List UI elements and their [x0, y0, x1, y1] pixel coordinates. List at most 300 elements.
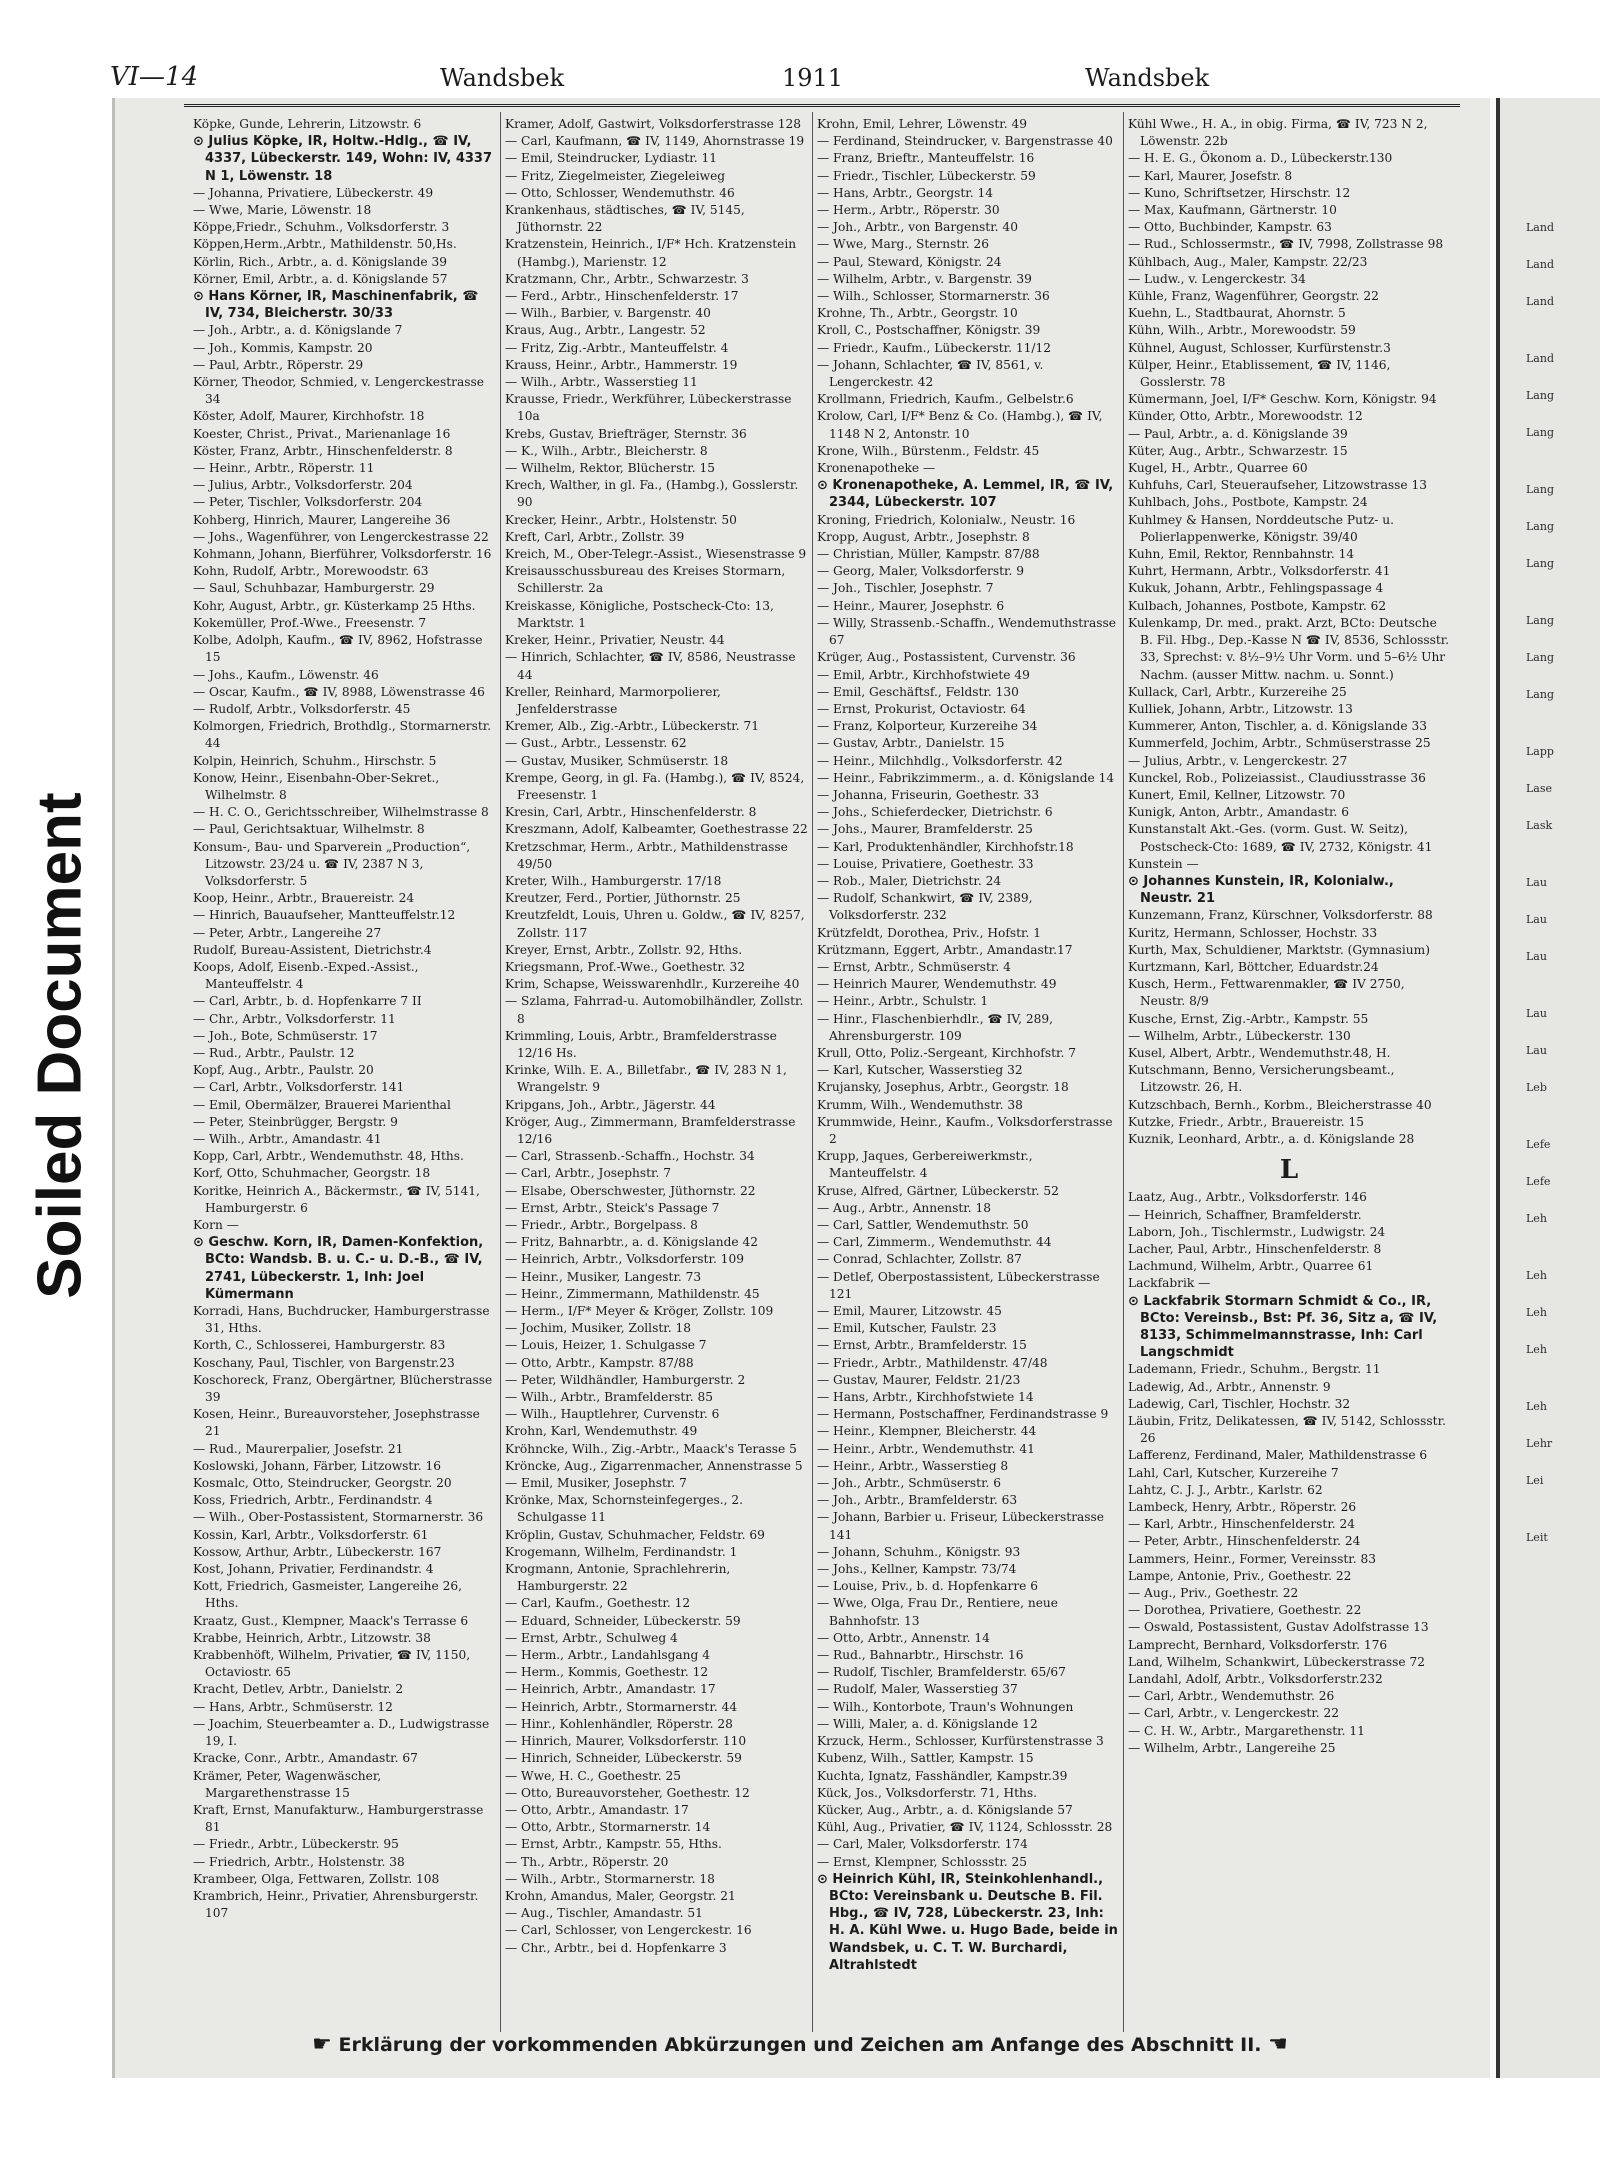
directory-entry: — Wilhelm, Arbtr., v. Bargenstr. 39 [817, 271, 1032, 286]
directory-entry: Köppen,Herm.,Arbtr., Mathildenstr. 50,Hs. [193, 237, 457, 252]
directory-entry: — Rudolf, Tischler, Bramfelderstr. 65/67 [817, 1665, 1066, 1680]
directory-entry: Kreter, Wilh., Hamburgerstr. 17/18 [505, 873, 722, 888]
directory-entry: — Rud., Maurerpalier, Josefstr. 21 [193, 1441, 404, 1456]
directory-entry: — Carl, Maler, Volksdorferstr. 174 [817, 1837, 1028, 1852]
directory-entry: Kolpin, Heinrich, Schuhm., Hirschstr. 5 [193, 753, 437, 768]
pointing-hand-icon: ☛ [312, 2032, 332, 2057]
directory-entry: Kugel, H., Arbtr., Quarree 60 [1128, 461, 1308, 476]
directory-entry: — Johs., Wagenführer, von Lengerckestrasse 22 [193, 529, 489, 544]
directory-entry: Krim, Schapse, Weisswarenhdlr., Kurzereihe 40 [505, 977, 800, 992]
adjacent-page-fragment: Land [1526, 295, 1554, 308]
header-rule [184, 104, 1460, 107]
directory-entry: Ladewig, Carl, Tischler, Hochstr. 32 [1128, 1396, 1351, 1411]
directory-entry: Koester, Christ., Privat., Marienanlage 16 [193, 426, 451, 441]
directory-entry: — Wwe, Marie, Löwenstr. 18 [193, 203, 372, 218]
directory-entry: — Wilh., Kontorbote, Traun's Wohnungen [817, 1699, 1074, 1714]
directory-entry: Kossin, Karl, Arbtr., Volksdorferstr. 61 [193, 1527, 429, 1542]
directory-entry: Kuhn, Emil, Rektor, Rennbahnstr. 14 [1128, 547, 1355, 562]
directory-entry: — Johann, Schuhm., Königstr. 93 [817, 1544, 1021, 1559]
directory-entry: — Szlama, Fahrrad-u. Automobilhändler, Zollstr. 8 [505, 994, 804, 1026]
directory-entry: — Johanna, Privatiere, Lübeckerstr. 49 [193, 185, 434, 200]
directory-entry: — Willy, Strassenb.-Schaffn., Wendemuthstrasse 67 [817, 615, 1116, 648]
directory-entry: ⊙ Julius Köpke, IR, Holtw.-Hdlg., ☎ IV, 4337, Lübeckerstr. 149, Wohn: IV, 4337 N 1, Löwenstr. 18 [193, 134, 493, 184]
directory-entry: — Heinr., Arbtr., Wendemuthstr. 41 [817, 1441, 1035, 1456]
footer-text: Erklärung der vorkommenden Abkürzungen und Zeichen am Anfange des Abschnitt II. [338, 2034, 1262, 2056]
directory-entry: Landahl, Adolf, Arbtr., Volksdorferstr.232 [1128, 1672, 1383, 1687]
directory-entry: — Ernst, Arbtr., Schmüserstr. 4 [817, 959, 1011, 974]
directory-entry: — Ernst, Arbtr., Kampstr. 55, Hths. [505, 1837, 722, 1852]
directory-entry: — Hans, Arbtr., Georgstr. 14 [817, 185, 994, 200]
directory-entry: Kreszmann, Adolf, Kalbeamter, Goethestrasse 22 [505, 822, 808, 837]
directory-entry: Lahtz, C. J. J., Arbtr., Karlstr. 62 [1128, 1482, 1323, 1497]
directory-entry: — Heinrich, Arbtr., Volksdorferstr. 109 [505, 1252, 744, 1267]
directory-entry: Kott, Friedrich, Gasmeister, Langereihe 26, Hths. [193, 1579, 462, 1611]
directory-entry: — Chr., Arbtr., bei d. Hopfenkarre 3 [505, 1940, 727, 1955]
directory-entry: Konow, Heinr., Eisenbahn-Ober-Sekret., Wilhelmstr. 8 [193, 770, 440, 802]
directory-entry: — Rudolf, Maler, Wasserstieg 37 [817, 1682, 1018, 1697]
directory-entry: — Julius, Arbtr., v. Lengerckestr. 27 [1128, 753, 1348, 768]
directory-entry: — Ernst, Klempner, Schlossstr. 25 [817, 1854, 1028, 1869]
directory-entry: — Chr., Arbtr., Volksdorferstr. 11 [193, 1011, 396, 1026]
directory-entry: Konsum-, Bau- und Sparverein „Production“, Litzowstr. 23/24 u. ☎ IV, 2387 N 3, Volksdorferstr. 5 [193, 839, 471, 888]
directory-entry: Koop, Heinr., Arbtr., Brauereistr. 24 [193, 891, 415, 906]
directory-entry: — Oswald, Postassistent, Gustav Adolfstrasse 13 [1128, 1620, 1429, 1635]
directory-entry: — Ferdinand, Steindrucker, v. Bargenstrasse 40 [817, 134, 1113, 149]
directory-entry: — Conrad, Schlachter, Zollstr. 87 [817, 1252, 1022, 1267]
directory-entry: Kulbach, Johannes, Postbote, Kampstr. 62 [1128, 598, 1387, 613]
directory-entry: — Georg, Maler, Volksdorferstr. 9 [817, 564, 1025, 579]
directory-entry: Krämer, Peter, Wagenwäscher, Margarethenstrasse 15 [193, 1768, 382, 1800]
directory-entry: Külper, Heinr., Etablissement, ☎ IV, 1146, Gosslerstr. 78 [1128, 357, 1391, 390]
directory-entry: Kutzschbach, Bernh., Korbm., Bleicherstrasse 40 [1128, 1097, 1432, 1112]
adjacent-page-fragment: Lang [1526, 688, 1554, 701]
directory-entry: — Joh., Arbtr., von Bargenstr. 40 [817, 220, 1018, 235]
directory-entry: — Heinr., Zimmermann, Mathildenstr. 45 [505, 1286, 760, 1301]
directory-entry: — Heinrich, Arbtr., Amandastr. 17 [505, 1682, 716, 1697]
directory-entry: — Peter, Tischler, Volksdorferstr. 204 [193, 495, 423, 510]
directory-entry: — Wwe, H. C., Goethestr. 25 [505, 1768, 682, 1783]
directory-entry: — Ernst, Arbtr., Schulweg 4 [505, 1630, 678, 1645]
directory-entry: — Johs., Schieferdecker, Dietrichstr. 6 [817, 805, 1053, 820]
directory-entry: Ladewig, Ad., Arbtr., Annenstr. 9 [1128, 1379, 1331, 1394]
directory-entry: Lacher, Paul, Arbtr., Hinschenfelderstr. 8 [1128, 1242, 1382, 1256]
directory-entry: — Heinr., Arbtr., Röperstr. 11 [193, 461, 375, 476]
directory-entry: — Friedr., Arbtr., Mathildenstr. 47/48 [817, 1355, 1048, 1370]
directory-entry: — Heinr., Maurer, Josephstr. 6 [817, 598, 1005, 613]
directory-entry: Kunzemann, Franz, Kürschner, Volksdorferstr. 88 [1128, 908, 1433, 923]
directory-entry: — Aug., Arbtr., Annenstr. 18 [817, 1200, 992, 1215]
directory-entry: — Johs., Maurer, Bramfelderstr. 25 [817, 822, 1033, 837]
adjacent-page-fragment: Leb [1526, 1081, 1547, 1094]
directory-entry: Kracht, Detlev, Arbtr., Danielstr. 2 [193, 1682, 404, 1697]
directory-entry: Kresin, Carl, Arbtr., Hinschenfelderstr. 8 [505, 805, 757, 820]
directory-entry: — Emil, Arbtr., Kirchhofstwiete 49 [817, 667, 1030, 682]
directory-entry: Krohn, Emil, Lehrer, Löwenstr. 49 [817, 117, 1027, 131]
directory-entry: — Fritz, Zig.-Arbtr., Manteuffelstr. 4 [505, 340, 729, 355]
directory-entry: — Wilh., Ober-Postassistent, Stormarnerstr. 36 [193, 1510, 484, 1525]
adjacent-page-fragments [1500, 98, 1600, 1547]
directory-entry: — Aug., Tischler, Amandastr. 51 [505, 1906, 703, 1921]
directory-entry: Kuhrt, Hermann, Arbtr., Volksdorferstr. 41 [1128, 564, 1391, 579]
directory-entry: — Herm., Kommis, Goethestr. 12 [505, 1665, 709, 1680]
adjacent-page-fragment: Lase [1526, 782, 1553, 795]
directory-entry: — Heinr., Fabrikzimmerm., a. d. Königslande 14 [817, 770, 1115, 785]
directory-entry: Krohne, Th., Arbtr., Georgstr. 10 [817, 306, 1018, 321]
directory-column-4 [1128, 116, 1450, 2026]
adjacent-page-fragment: Lang [1526, 651, 1554, 664]
directory-entry: Kriegsmann, Prof.-Wwe., Goethestr. 32 [505, 959, 746, 974]
directory-entry: Krumm, Wilh., Wendemuthstr. 38 [817, 1097, 1023, 1112]
directory-entry: — Ernst, Arbtr., Bramfelderstr. 15 [817, 1338, 1027, 1353]
adjacent-page-fragment: Lefe [1526, 1175, 1551, 1188]
directory-entry: Köppe,Friedr., Schuhm., Volksdorferstr. 3 [193, 220, 450, 235]
directory-entry: Lamprecht, Bernhard, Volksdorferstr. 176 [1128, 1637, 1388, 1652]
adjacent-page-fragment: Leh [1526, 1269, 1547, 1282]
directory-entry: — Ernst, Prokurist, Octaviostr. 64 [817, 701, 1026, 716]
directory-entry: Krogemann, Wilhelm, Ferdinandstr. 1 [505, 1544, 738, 1559]
directory-entry: — Peter, Arbtr., Hinschenfelderstr. 24 [1128, 1534, 1361, 1549]
directory-entry: Kreisausschussbureau des Kreises Stormarn, Schillerstr. 2a [505, 564, 786, 596]
adjacent-page-fragment: Lang [1526, 483, 1554, 496]
directory-entry: — Jochim, Musiker, Zollstr. 18 [505, 1321, 691, 1336]
directory-entry: Kühle, Franz, Wagenführer, Georgstr. 22 [1128, 289, 1379, 304]
directory-entry: Kubenz, Wilh., Sattler, Kampstr. 15 [817, 1751, 1034, 1766]
directory-entry: — Joh., Arbtr., Bramfelderstr. 63 [817, 1493, 1018, 1508]
directory-entry: — Paul, Arbtr., a. d. Königslande 39 [1128, 426, 1348, 441]
directory-entry: Kremer, Alb., Zig.-Arbtr., Lübeckerstr. 71 [505, 719, 759, 734]
directory-entry: Korn — [193, 1218, 239, 1232]
directory-entry: Kröncke, Aug., Zigarrenmacher, Annenstrasse 5 [505, 1458, 803, 1473]
directory-entry: — K., Wilh., Arbtr., Bleicherstr. 8 [505, 443, 708, 458]
directory-entry: Kuchta, Ignatz, Fasshändler, Kampstr.39 [817, 1768, 1068, 1783]
directory-entry: — Rud., Schlossermstr., ☎ IV, 7998, Zollstrasse 98 [1128, 237, 1444, 252]
directory-entry: Kolmorgen, Friedrich, Brothdlg., Stormarnerstr. 44 [193, 719, 492, 751]
adjacent-page-fragment: Lau [1526, 913, 1547, 926]
directory-entry: — Carl, Schlosser, von Lengerckestr. 16 [505, 1923, 752, 1938]
directory-entry: — Otto, Arbtr., Stormarnerstr. 14 [505, 1820, 711, 1835]
directory-entry: — Peter, Wildhändler, Hamburgerstr. 2 [505, 1372, 746, 1387]
directory-entry: — Rudolf, Arbtr., Volksdorferstr. 45 [193, 701, 411, 716]
directory-entry: — Hinrich, Schneider, Lübeckerstr. 59 [505, 1751, 742, 1766]
directory-entry: Kohmann, Johann, Bierführer, Volksdorferstr. 16 [193, 547, 492, 562]
directory-entry: — Wilh., Hauptlehrer, Curvenstr. 6 [505, 1407, 720, 1422]
directory-entry: Kreich, M., Ober-Telegr.-Assist., Wiesenstrasse 9 [505, 547, 807, 562]
directory-entry: Kramer, Adolf, Gastwirt, Volksdorferstrasse 128 [505, 117, 801, 131]
running-title-right: Wandsbek [1085, 64, 1210, 92]
running-title-left: Wandsbek [440, 64, 565, 92]
directory-entry: — Emil, Musiker, Josephstr. 7 [505, 1476, 687, 1491]
directory-entry: Kurtzmann, Karl, Böttcher, Eduardstr.24 [1128, 959, 1379, 974]
directory-entry: Läubin, Fritz, Delikatessen, ☎ IV, 5142, Schlossstr. 26 [1128, 1414, 1446, 1446]
directory-entry: — Ernst, Arbtr., Steick's Passage 7 [505, 1200, 720, 1215]
directory-entry: — Wwe, Olga, Frau Dr., Rentiere, neue Bahnhofstr. 13 [817, 1596, 1058, 1628]
directory-entry: Lambeck, Henry, Arbtr., Röperstr. 26 [1128, 1500, 1357, 1515]
directory-entry: — Ludw., v. Lengerckestr. 34 [1128, 271, 1306, 286]
directory-entry: — Emil, Geschäftsf., Feldstr. 130 [817, 684, 1019, 699]
adjacent-page-fragment: Lau [1526, 950, 1547, 963]
directory-entry: — Hans, Arbtr., Kirchhofstwiete 14 [817, 1390, 1034, 1405]
directory-entry: — Johanna, Friseurin, Goethestr. 33 [817, 787, 1040, 802]
directory-entry: — Otto, Arbtr., Annenstr. 14 [817, 1630, 990, 1645]
directory-entry: — Wilh., Arbtr., Amandastr. 41 [193, 1131, 382, 1146]
adjacent-page-fragment: Lang [1526, 389, 1554, 402]
directory-entry: Kukuk, Johann, Arbtr., Fehlingspassage 4 [1128, 581, 1384, 596]
directory-entry: Kuhlbach, Johs., Postbote, Kampstr. 24 [1128, 495, 1368, 510]
directory-entry: Kreutzer, Ferd., Portier, Jüthornstr. 25 [505, 891, 741, 906]
directory-entry: — Karl, Arbtr., Hinschenfelderstr. 24 [1128, 1517, 1356, 1532]
directory-entry: Krone, Wilh., Bürstenm., Feldstr. 45 [817, 443, 1040, 458]
directory-entry: Kröger, Aug., Zimmermann, Bramfelderstrasse 12/16 [505, 1114, 796, 1146]
directory-entry: Kunckel, Rob., Polizeiassist., Claudiusstrasse 36 [1128, 770, 1426, 785]
adjacent-page-fragment: Leh [1526, 1343, 1547, 1356]
directory-entry: — Emil, Steindrucker, Lydiastr. 11 [505, 151, 718, 166]
directory-entry: Krohn, Karl, Wendemuthstr. 49 [505, 1424, 698, 1439]
directory-entry: — Wilh., Schlosser, Stormarnerstr. 36 [817, 289, 1050, 304]
directory-entry: Krempe, Georg, in gl. Fa. (Hambg.), ☎ IV, 8524, Freesenstr. 1 [505, 770, 805, 802]
directory-entry: Kreiskasse, Königliche, Postscheck-Cto: 13, Marktstr. 1 [505, 598, 774, 630]
directory-entry: Krausse, Friedr., Werkführer, Lübeckerstrasse 10a [505, 392, 792, 424]
directory-entry: — Karl, Kutscher, Wasserstieg 32 [817, 1063, 1023, 1078]
directory-entry: Körner, Emil, Arbtr., a. d. Königslande 57 [193, 271, 448, 286]
directory-entry: Kripgans, Joh., Arbtr., Jägerstr. 44 [505, 1097, 716, 1112]
directory-entry: — Johann, Barbier u. Friseur, Lübeckerstrasse 141 [817, 1510, 1105, 1542]
directory-entry: — Gustav, Maurer, Feldstr. 21/23 [817, 1372, 1021, 1387]
directory-entry: — Carl, Arbtr., v. Lengerckestr. 22 [1128, 1706, 1340, 1721]
directory-entry: Kreker, Heinr., Privatier, Neustr. 44 [505, 633, 725, 648]
page-number: VI—14 [110, 62, 199, 92]
directory-entry: Kreft, Carl, Arbtr., Zollstr. 39 [505, 529, 685, 544]
directory-entry: Krogmann, Antonie, Sprachlehrerin, Hamburgerstr. 22 [505, 1562, 731, 1594]
directory-entry: Kuehn, L., Stadtbaurat, Ahornstr. 5 [1128, 306, 1346, 321]
directory-entry: ⊙ Johannes Kunstein, IR, Kolonialw., Neustr. 21 [1128, 873, 1394, 907]
directory-entry: — Wilh., Barbier, v. Bargenstr. 40 [505, 306, 711, 321]
directory-entry: — Fritz, Ziegelmeister, Ziegeleiweg [505, 168, 726, 183]
adjacent-page-fragment: Leit [1526, 1531, 1548, 1544]
directory-entry: Kunert, Emil, Kellner, Litzowstr. 70 [1128, 787, 1346, 802]
directory-entry: — Elsabe, Oberschwester, Jüthornstr. 22 [505, 1183, 756, 1198]
directory-entry: ⊙ Lackfabrik Stormarn Schmidt & Co., IR, BCto: Vereinsb., Bst: Pf. 36, Sitz a, ☎ IV, 8133, Schimmelmannstrasse, Inh: Carl Langschmidt [1128, 1293, 1438, 1361]
directory-entry: — Louise, Privatiere, Goethestr. 33 [817, 856, 1034, 871]
directory-entry: — H. C. O., Gerichtsschreiber, Wilhelmstrasse 8 [193, 805, 489, 820]
directory-entry: Korradi, Hans, Buchdrucker, Hamburgerstrasse 31, Hths. [193, 1304, 490, 1336]
directory-entry: Kühn, Wilh., Arbtr., Morewoodstr. 59 [1128, 323, 1356, 338]
directory-entry: — Hinr., Flaschenbierhdlr., ☎ IV, 289, Ahrensburgerstr. 109 [817, 1011, 1053, 1043]
directory-entry: Krzuck, Herm., Schlosser, Kurfürstenstrasse 3 [817, 1734, 1104, 1749]
directory-entry: — Paul, Steward, Königstr. 24 [817, 254, 1002, 269]
directory-entry: Krabbe, Heinrich, Arbtr., Litzowstr. 38 [193, 1630, 431, 1645]
soiled-document-stamp: Soiled Document [25, 792, 95, 1299]
directory-entry: Kraft, Ernst, Manufakturw., Hamburgerstrasse 81 [193, 1802, 484, 1835]
directory-entry: — Rud., Bahnarbtr., Hirschstr. 16 [817, 1648, 1024, 1663]
directory-entry: Krützmann, Eggert, Arbtr., Amandastr.17 [817, 942, 1073, 957]
directory-entry: Kuhlmey & Hansen, Norddeutsche Putz- u. Polierlappenwerke, Königstr. 39/40 [1128, 512, 1394, 544]
directory-entry: Kusch, Herm., Fettwarenmakler, ☎ IV 2750, Neustr. 8/9 [1128, 977, 1405, 1009]
directory-entry: — Hans, Arbtr., Schmüserstr. 12 [193, 1699, 393, 1714]
directory-entry: — Louise, Priv., b. d. Hopfenkarre 6 [817, 1579, 1039, 1594]
directory-entry: ⊙ Kronenapotheke, A. Lemmel, IR, ☎ IV, 2344, Lübeckerstr. 107 [817, 478, 1114, 511]
directory-entry: — Johs., Kellner, Kampstr. 73/74 [817, 1562, 1017, 1577]
directory-entry: — Saul, Schuhbazar, Hamburgerstr. 29 [193, 581, 435, 596]
directory-entry: Krönke, Max, Schornsteinfegerges., 2. Schulgasse 11 [505, 1493, 744, 1525]
directory-entry: — Friedr., Arbtr., Lübeckerstr. 95 [193, 1837, 399, 1852]
directory-entry: — Heinr., Klempner, Bleicherstr. 44 [817, 1424, 1037, 1439]
directory-entry: — Emil, Maurer, Litzowstr. 45 [817, 1304, 1002, 1319]
directory-entry: — Otto, Bureauvorsteher, Goethestr. 12 [505, 1785, 750, 1800]
directory-entry: Lahl, Carl, Kutscher, Kurzereihe 7 [1128, 1465, 1339, 1480]
directory-entry: Krebs, Gustav, Briefträger, Sternstr. 36 [505, 426, 747, 441]
directory-entry: — Oscar, Kaufm., ☎ IV, 8988, Löwenstrasse 46 [193, 684, 485, 699]
directory-entry: Lafferenz, Ferdinand, Maler, Mathildenstrasse 6 [1128, 1448, 1428, 1463]
directory-entry: Kummerfeld, Jochim, Arbtr., Schmüserstrasse 25 [1128, 736, 1431, 751]
directory-entry: ⊙ Heinrich Kühl, IR, Steinkohlenhandl., BCto: Vereinsbank u. Deutsche B. Fil. Hbg., ☎ IV, 728, Lübeckerstr. 23, Inh: H. A. Kühl Wwe. u. Hugo Bade, beide in Wandsbek, u. C. T. W. Burchardi, Altrahlstedt [817, 1871, 1118, 1973]
directory-entry: Krolow, Carl, I/F* Benz & Co. (Hambg.), ☎ IV, 1148 N 2, Antonstr. 10 [817, 409, 1103, 441]
directory-entry: Kroll, C., Postschaffner, Königstr. 39 [817, 323, 1041, 338]
directory-entry: — Dorothea, Privatiere, Goethestr. 22 [1128, 1603, 1362, 1618]
directory-entry: — Carl, Arbtr., b. d. Hopfenkarre 7 II [193, 994, 422, 1009]
directory-entry: Kolbe, Adolph, Kaufm., ☎ IV, 8962, Hofstrasse 15 [193, 633, 483, 665]
adjacent-page-fragment: Lang [1526, 614, 1554, 627]
directory-entry: Kroning, Friedrich, Kolonialw., Neustr. 16 [817, 512, 1076, 527]
directory-entry: — Wilh., Arbtr., Bramfelderstr. 85 [505, 1390, 714, 1405]
directory-entry: Krech, Walther, in gl. Fa., (Hambg.), Gosslerstr. 90 [505, 478, 799, 510]
directory-entry: — Karl, Maurer, Josefstr. 8 [1128, 168, 1293, 183]
directory-entry: Kutzke, Friedr., Arbtr., Brauereistr. 15 [1128, 1114, 1365, 1129]
directory-entry: — Carl, Arbtr., Volksdorferstr. 141 [193, 1080, 405, 1095]
directory-entry: Kretzschmar, Herm., Arbtr., Mathildenstrasse 49/50 [505, 839, 788, 871]
directory-entry: Kühl, Aug., Privatier, ☎ IV, 1124, Schlossstr. 28 [817, 1820, 1113, 1835]
directory-entry: — Heinrich Maurer, Wendemuthstr. 49 [817, 977, 1057, 992]
directory-entry: — Hinrich, Maurer, Volksdorferstr. 110 [505, 1734, 747, 1749]
directory-entry: Krauss, Heinr., Arbtr., Hammerstr. 19 [505, 357, 738, 372]
directory-entry: ⊙ Geschw. Korn, IR, Damen-Konfektion, BCto: Wandsb. B. u. C.- u. D.-B., ☎ IV, 2741, Lübeckerstr. 1, Inh: Joel Kümermann [193, 1235, 484, 1302]
adjacent-page-fragment: Land [1526, 221, 1554, 234]
adjacent-page-fragment: Lei [1526, 1474, 1544, 1487]
directory-entry: — Franz, Brieftr., Manteuffelstr. 16 [817, 151, 1035, 166]
directory-entry: Krankenhaus, städtisches, ☎ IV, 5145, Jüthornstr. 22 [505, 203, 745, 235]
directory-entry: Kühlbach, Aug., Maler, Kampstr. 22/23 [1128, 254, 1368, 269]
directory-entry: Krollmann, Friedrich, Kaufm., Gelbelstr.6 [817, 392, 1074, 407]
directory-entry: Krecker, Heinr., Arbtr., Holstenstr. 50 [505, 512, 737, 527]
directory-entry: — Karl, Produktenhändler, Kirchhofstr.18 [817, 839, 1074, 854]
directory-entry: — Wwe, Marg., Sternstr. 26 [817, 237, 990, 252]
directory-entry: — Julius, Arbtr., Volksdorferstr. 204 [193, 478, 413, 493]
adjacent-page-fragment: Lang [1526, 557, 1554, 570]
directory-entry: — Emil, Kutscher, Faulstr. 23 [817, 1321, 997, 1336]
directory-column-2 [505, 116, 811, 2026]
directory-entry: — Carl, Kaufmann, ☎ IV, 1149, Ahornstrasse 19 [505, 134, 805, 149]
directory-entry: Koss, Friedrich, Arbtr., Ferdinandstr. 4 [193, 1493, 433, 1508]
year-heading: 1911 [782, 64, 844, 92]
directory-entry: — Christian, Müller, Kampstr. 87/88 [817, 547, 1040, 562]
directory-entry: Lackfabrik — [1128, 1276, 1211, 1291]
directory-entry: Kulliek, Johann, Arbtr., Litzowstr. 13 [1128, 701, 1353, 716]
directory-entry: — Hermann, Postschaffner, Ferdinandstrasse 9 [817, 1407, 1109, 1422]
directory-entry: Krützfeldt, Dorothea, Priv., Hofstr. 1 [817, 925, 1042, 940]
directory-entry: — Paul, Gerichtsaktuar, Wilhelmstr. 8 [193, 822, 425, 837]
directory-entry: Korth, C., Schlosserei, Hamburgerstr. 83 [193, 1338, 446, 1353]
directory-entry: — H. E. G., Ökonom a. D., Lübeckerstr.130 [1128, 151, 1393, 166]
directory-entry: — Franz, Kolporteur, Kurzereihe 34 [817, 719, 1038, 734]
directory-entry: Lachmund, Wilhelm, Arbtr., Quarree 61 [1128, 1259, 1374, 1274]
directory-entry: — Ferd., Arbtr., Hinschenfelderstr. 17 [505, 289, 739, 304]
directory-entry: — Hinr., Kohlenhändler, Röperstr. 28 [505, 1716, 733, 1731]
directory-entry: — Johann, Schlachter, ☎ IV, 8561, v. Lengerckestr. 42 [817, 357, 1044, 390]
directory-entry: Künder, Otto, Arbtr., Morewoodstr. 12 [1128, 409, 1363, 424]
directory-entry: — Carl, Arbtr., Josephstr. 7 [505, 1166, 672, 1181]
directory-entry: — Max, Kaufmann, Gärtnerstr. 10 [1128, 203, 1337, 218]
directory-entry: Kronenapotheke — [817, 461, 936, 476]
directory-entry: Krabbenhöft, Wilhelm, Privatier, ☎ IV, 1150, Octaviostr. 65 [193, 1648, 471, 1680]
directory-entry: — Carl, Arbtr., Wendemuthstr. 26 [1128, 1689, 1335, 1704]
directory-entry: — Peter, Steinbrügger, Bergstr. 9 [193, 1114, 398, 1129]
adjacent-page-fragment: Lau [1526, 876, 1547, 889]
directory-entry: Körlin, Rich., Arbtr., a. d. Königslande 39 [193, 254, 448, 269]
directory-entry: — Friedrich, Arbtr., Holstenstr. 38 [193, 1854, 405, 1869]
directory-entry: Krupp, Jaques, Gerbereiwerkmstr., Manteuffelstr. 4 [817, 1149, 1033, 1181]
directory-entry: — Heinrich, Arbtr., Stormarnerstr. 44 [505, 1699, 738, 1714]
directory-entry: Kück, Jos., Volksdorferstr. 71, Hths. [817, 1785, 1037, 1800]
directory-entry: — Joh., Arbtr., Schmüserstr. 6 [817, 1476, 1002, 1491]
directory-entry: — Rudolf, Schankwirt, ☎ IV, 2389, Volksdorferstr. 232 [817, 891, 1033, 923]
directory-entry: Kümermann, Joel, I/F* Geschw. Korn, Königstr. 94 [1128, 392, 1437, 407]
directory-entry: — Gustav, Arbtr., Danielstr. 15 [817, 736, 1005, 751]
directory-entry: Koops, Adolf, Eisenb.-Exped.-Assist., Manteuffelstr. 4 [193, 959, 419, 992]
directory-entry: Lademann, Friedr., Schuhm., Bergstr. 11 [1128, 1362, 1381, 1377]
directory-entry: — Gust., Arbtr., Lessenstr. 62 [505, 736, 687, 751]
directory-entry: — Emil, Obermälzer, Brauerei Marienthal [193, 1097, 451, 1112]
directory-entry: Krohn, Amandus, Maler, Georgstr. 21 [505, 1888, 736, 1903]
directory-entry: Koschany, Paul, Tischler, von Bargenstr.23 [193, 1355, 455, 1370]
directory-entry: — Kuno, Schriftsetzer, Hirschstr. 12 [1128, 185, 1351, 200]
directory-entry: — Th., Arbtr., Röperstr. 20 [505, 1854, 669, 1869]
directory-entry: Kunstanstalt Akt.-Ges. (vorm. Gust. W. Seitz), Postscheck-Cto: 1689, ☎ IV, 2732, Königstr. 41 [1128, 822, 1433, 854]
adjacent-page-edge [1496, 98, 1600, 2078]
directory-entry: Krimmling, Louis, Arbtr., Bramfelderstrasse 12/16 Hs. [505, 1028, 777, 1060]
directory-entry: — Aug., Priv., Goethestr. 22 [1128, 1586, 1299, 1601]
directory-entry: Kröhncke, Wilh., Zig.-Arbtr., Maack's Terasse 5 [505, 1441, 797, 1456]
directory-entry: — Paul, Arbtr., Röperstr. 29 [193, 357, 364, 372]
directory-entry: ⊙ Hans Körner, IR, Maschinenfabrik, ☎ IV, 734, Bleicherstr. 30/33 [193, 289, 479, 322]
directory-entry: Kratzmann, Chr., Arbtr., Schwarzestr. 3 [505, 271, 749, 286]
directory-entry: Kost, Johann, Privatier, Ferdinandstr. 4 [193, 1562, 434, 1577]
directory-entry: — Carl, Sattler, Wendemuthstr. 50 [817, 1218, 1029, 1232]
directory-entry: — Eduard, Schneider, Lübeckerstr. 59 [505, 1613, 741, 1628]
directory-entry: Kohberg, Hinrich, Maurer, Langereihe 36 [193, 512, 451, 527]
directory-entry: Kraus, Aug., Arbtr., Langestr. 52 [505, 323, 706, 338]
directory-entry: — Johs., Kaufm., Löwenstr. 46 [193, 667, 379, 682]
directory-entry: Kühnel, August, Schlosser, Kurfürstenstr.3 [1128, 340, 1391, 355]
directory-entry: Laatz, Aug., Arbtr., Volksdorferstr. 146 [1128, 1190, 1367, 1205]
adjacent-page-fragment: Leh [1526, 1400, 1547, 1413]
column-divider [812, 112, 813, 2032]
directory-entry: Kühl Wwe., H. A., in obig. Firma, ☎ IV, 723 N 2, Löwenstr. 22b [1128, 117, 1428, 149]
directory-entry: Koschoreck, Franz, Obergärtner, Blücherstrasse 39 [193, 1372, 493, 1405]
column-divider [1123, 112, 1124, 2032]
directory-entry: Kuritz, Hermann, Schlosser, Hochstr. 33 [1128, 925, 1378, 940]
directory-entry: Kropp, August, Arbtr., Josephstr. 8 [817, 529, 1030, 544]
directory-entry: — Wilh., Arbtr., Stormarnerstr. 18 [505, 1871, 715, 1886]
directory-entry: Kratzenstein, Heinrich., I/F* Hch. Kratzenstein (Hambg.), Marienstr. 12 [505, 237, 797, 269]
adjacent-page-fragment: Lefe [1526, 1138, 1551, 1151]
directory-entry: Kohn, Rudolf, Arbtr., Morewoodstr. 63 [193, 564, 429, 579]
adjacent-page-fragment: Lask [1526, 819, 1553, 832]
directory-entry: Krüger, Aug., Postassistent, Curvenstr. 36 [817, 650, 1076, 665]
directory-entry: — Friedr., Tischler, Lübeckerstr. 59 [817, 168, 1036, 183]
directory-entry: Kurth, Max, Schuldiener, Marktstr. (Gymnasium) [1128, 942, 1430, 957]
directory-entry: Kohr, August, Arbtr., gr. Küsterkamp 25 Hths. [193, 598, 476, 613]
directory-entry: — Joh., Bote, Schmüserstr. 17 [193, 1028, 378, 1043]
adjacent-page-fragment: Leh [1526, 1212, 1547, 1225]
